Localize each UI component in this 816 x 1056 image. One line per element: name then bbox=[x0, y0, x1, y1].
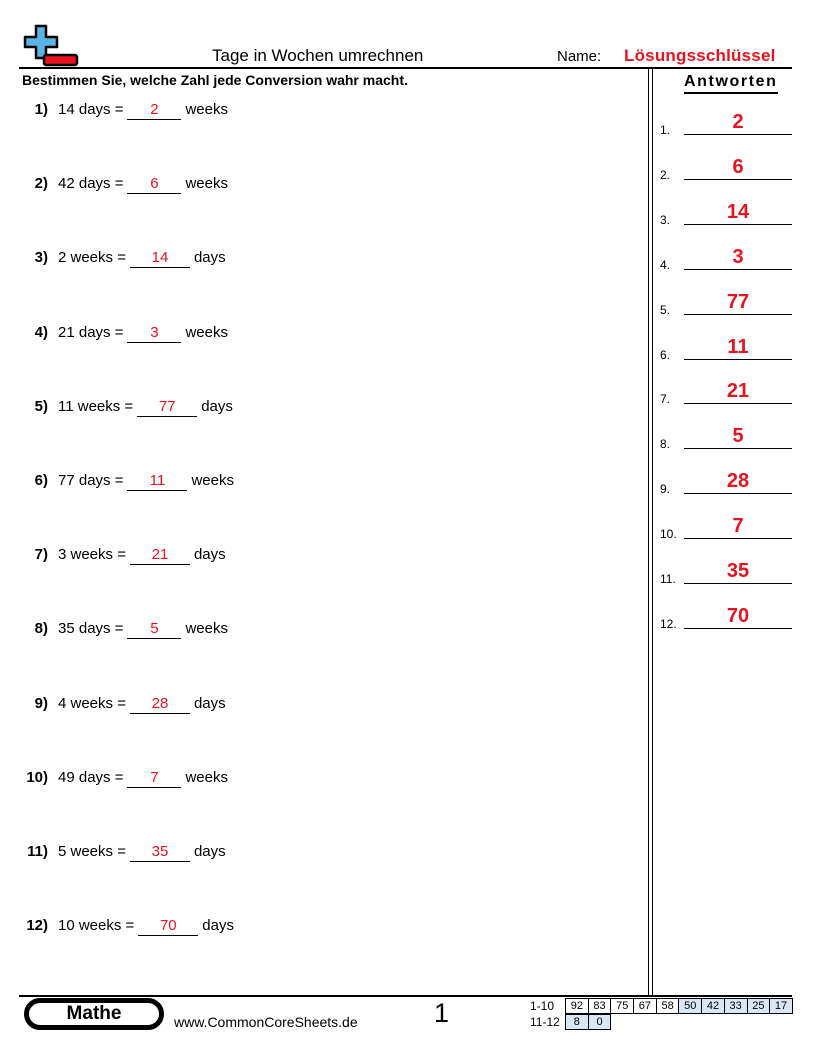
answer-line bbox=[684, 224, 792, 225]
answers-heading: Antworten bbox=[684, 72, 778, 94]
website-url: www.CommonCoreSheets.de bbox=[174, 1014, 358, 1030]
problem-unit: days bbox=[202, 917, 234, 935]
score-cell: 50 bbox=[679, 999, 702, 1014]
answer-value: 2 bbox=[732, 111, 744, 133]
answer-value: 70 bbox=[726, 604, 750, 627]
score-cell: 67 bbox=[634, 999, 657, 1014]
answer-blank: 70 bbox=[138, 917, 198, 936]
problem-item bbox=[22, 620, 228, 639]
header-rule bbox=[19, 67, 792, 69]
answer-number: 7. bbox=[660, 392, 671, 407]
score-cell: 33 bbox=[724, 999, 747, 1014]
problem-unit: days bbox=[193, 843, 226, 860]
answer-value: 6 bbox=[732, 155, 744, 178]
answer-value: 3 bbox=[732, 245, 744, 268]
problem-prompt: 35 days = bbox=[58, 620, 124, 638]
column-divider bbox=[648, 68, 649, 995]
problem-prompt: 77 days = bbox=[58, 472, 124, 489]
score-cell: 8 bbox=[566, 1015, 589, 1030]
problem-unit: weeks bbox=[191, 472, 234, 489]
answer-value: 35 bbox=[726, 560, 750, 582]
answer-row bbox=[660, 601, 792, 631]
score-cell: 58 bbox=[656, 999, 679, 1014]
answer-blank: 21 bbox=[130, 546, 190, 565]
score-cell: 83 bbox=[588, 999, 611, 1014]
column-divider bbox=[652, 68, 653, 995]
problem-unit: weeks bbox=[185, 101, 228, 118]
problem-prompt: 21 days = bbox=[58, 323, 124, 341]
problem-number: 6) bbox=[34, 472, 48, 489]
problem-number: 8) bbox=[34, 620, 48, 638]
answer-line bbox=[684, 403, 792, 404]
answer-number: 10. bbox=[660, 527, 677, 542]
score-cell: 0 bbox=[588, 1015, 611, 1030]
answer-line bbox=[684, 628, 792, 629]
problem-item bbox=[22, 769, 228, 788]
problem-unit: days bbox=[193, 249, 226, 267]
answer-number: 1. bbox=[660, 123, 671, 137]
answer-line bbox=[684, 538, 792, 539]
problem-number: 2) bbox=[34, 175, 48, 193]
answer-blank: 77 bbox=[137, 398, 197, 417]
problem-item bbox=[22, 546, 226, 565]
answer-blank: 5 bbox=[127, 620, 181, 639]
answer-number: 8. bbox=[660, 437, 671, 452]
problem-item bbox=[22, 398, 233, 417]
problem-number: 1) bbox=[34, 101, 48, 118]
answer-blank: 6 bbox=[127, 175, 181, 194]
answer-number: 3. bbox=[660, 212, 671, 227]
answer-value: 77 bbox=[726, 290, 750, 313]
answer-value: 14 bbox=[726, 200, 750, 223]
answer-number: 5. bbox=[660, 302, 671, 317]
problem-unit: weeks bbox=[185, 768, 228, 786]
problem-item bbox=[22, 472, 234, 491]
problem-number: 3) bbox=[34, 249, 48, 267]
answer-line bbox=[684, 134, 792, 135]
answer-line bbox=[684, 314, 792, 315]
problem-unit: weeks bbox=[185, 620, 228, 638]
answer-value: 5 bbox=[732, 425, 744, 448]
problem-item bbox=[22, 695, 226, 714]
answer-blank: 11 bbox=[127, 472, 187, 491]
answer-number: 12. bbox=[660, 616, 677, 631]
answer-number: 9. bbox=[660, 482, 671, 497]
brand-badge: Mathe bbox=[24, 998, 164, 1030]
answer-blank: 3 bbox=[127, 324, 181, 343]
answer-blank: 2 bbox=[127, 101, 181, 120]
plus-minus-logo-icon bbox=[22, 24, 80, 68]
answer-row bbox=[660, 376, 792, 406]
problem-item bbox=[22, 917, 234, 936]
problem-unit: days bbox=[193, 546, 226, 564]
score-row-label: 11-12 bbox=[530, 1015, 560, 1029]
answer-line bbox=[684, 179, 792, 180]
answer-number: 2. bbox=[660, 167, 671, 182]
problem-item bbox=[22, 249, 226, 268]
problem-unit: days bbox=[201, 397, 233, 415]
problem-unit: days bbox=[193, 694, 226, 712]
score-cell: 42 bbox=[702, 999, 725, 1014]
answer-row bbox=[660, 107, 792, 137]
problem-number: 12) bbox=[26, 917, 48, 935]
answer-line bbox=[684, 448, 792, 449]
score-row-label: 1-10 bbox=[530, 999, 555, 1013]
problem-prompt: 42 days = bbox=[58, 175, 124, 193]
answer-number: 4. bbox=[660, 257, 671, 272]
name-label: Name: bbox=[557, 48, 602, 65]
problem-number: 11) bbox=[27, 843, 48, 860]
instructions: Bestimmen Sie, welche Zahl jede Conversion wahr macht. bbox=[22, 72, 408, 88]
answer-number: 6. bbox=[660, 347, 671, 362]
worksheet-title: Tage in Wochen umrechnen bbox=[212, 46, 424, 65]
answer-value: 28 bbox=[726, 470, 750, 493]
problem-prompt: 10 weeks = bbox=[58, 917, 135, 935]
problem-prompt: 3 weeks = bbox=[58, 546, 126, 564]
answer-line bbox=[684, 583, 792, 584]
problem-prompt: 14 days = bbox=[58, 101, 124, 118]
problem-number: 10) bbox=[26, 768, 48, 786]
problem-prompt: 5 weeks = bbox=[58, 843, 126, 860]
score-cell: 17 bbox=[770, 999, 793, 1014]
answer-row bbox=[660, 242, 792, 272]
problem-prompt: 49 days = bbox=[58, 768, 124, 786]
problem-item bbox=[22, 101, 228, 120]
answer-row bbox=[660, 556, 792, 586]
answer-row bbox=[660, 332, 792, 362]
answer-value: 11 bbox=[727, 335, 749, 358]
problem-prompt: 2 weeks = bbox=[58, 249, 126, 267]
answer-number: 11. bbox=[660, 572, 676, 586]
score-cell: 92 bbox=[566, 999, 589, 1014]
answer-value: 21 bbox=[726, 380, 750, 403]
problem-item bbox=[22, 175, 228, 194]
answer-blank: 28 bbox=[130, 695, 190, 714]
problem-number: 9) bbox=[34, 694, 48, 712]
problem-item bbox=[22, 843, 226, 862]
answer-row bbox=[660, 466, 792, 496]
answer-row bbox=[660, 287, 792, 317]
answer-row bbox=[660, 421, 792, 451]
answer-line bbox=[684, 493, 792, 494]
answer-line bbox=[684, 359, 792, 360]
problem-number: 4) bbox=[34, 323, 48, 341]
problem-unit: weeks bbox=[185, 323, 228, 341]
problem-unit: weeks bbox=[185, 175, 228, 193]
score-cell: 75 bbox=[611, 999, 634, 1014]
answer-value: 7 bbox=[732, 515, 744, 538]
page-number: 1 bbox=[434, 998, 450, 1028]
score-cell: 25 bbox=[747, 999, 770, 1014]
score-row bbox=[565, 998, 793, 1014]
footer-rule bbox=[19, 995, 792, 997]
answer-row bbox=[660, 197, 792, 227]
answer-key-label: Lösungsschlüssel bbox=[624, 46, 776, 65]
problem-number: 7) bbox=[34, 546, 48, 564]
answer-row bbox=[660, 152, 792, 182]
problem-item bbox=[22, 324, 228, 343]
problem-prompt: 4 weeks = bbox=[58, 694, 126, 712]
answer-row bbox=[660, 511, 792, 541]
score-row bbox=[565, 1014, 611, 1030]
problem-number: 5) bbox=[34, 397, 48, 415]
answer-blank: 7 bbox=[127, 769, 181, 788]
answer-blank: 35 bbox=[130, 843, 190, 862]
answer-blank: 14 bbox=[130, 249, 190, 268]
answer-line bbox=[684, 269, 792, 270]
problem-prompt: 11 weeks = bbox=[58, 397, 134, 415]
